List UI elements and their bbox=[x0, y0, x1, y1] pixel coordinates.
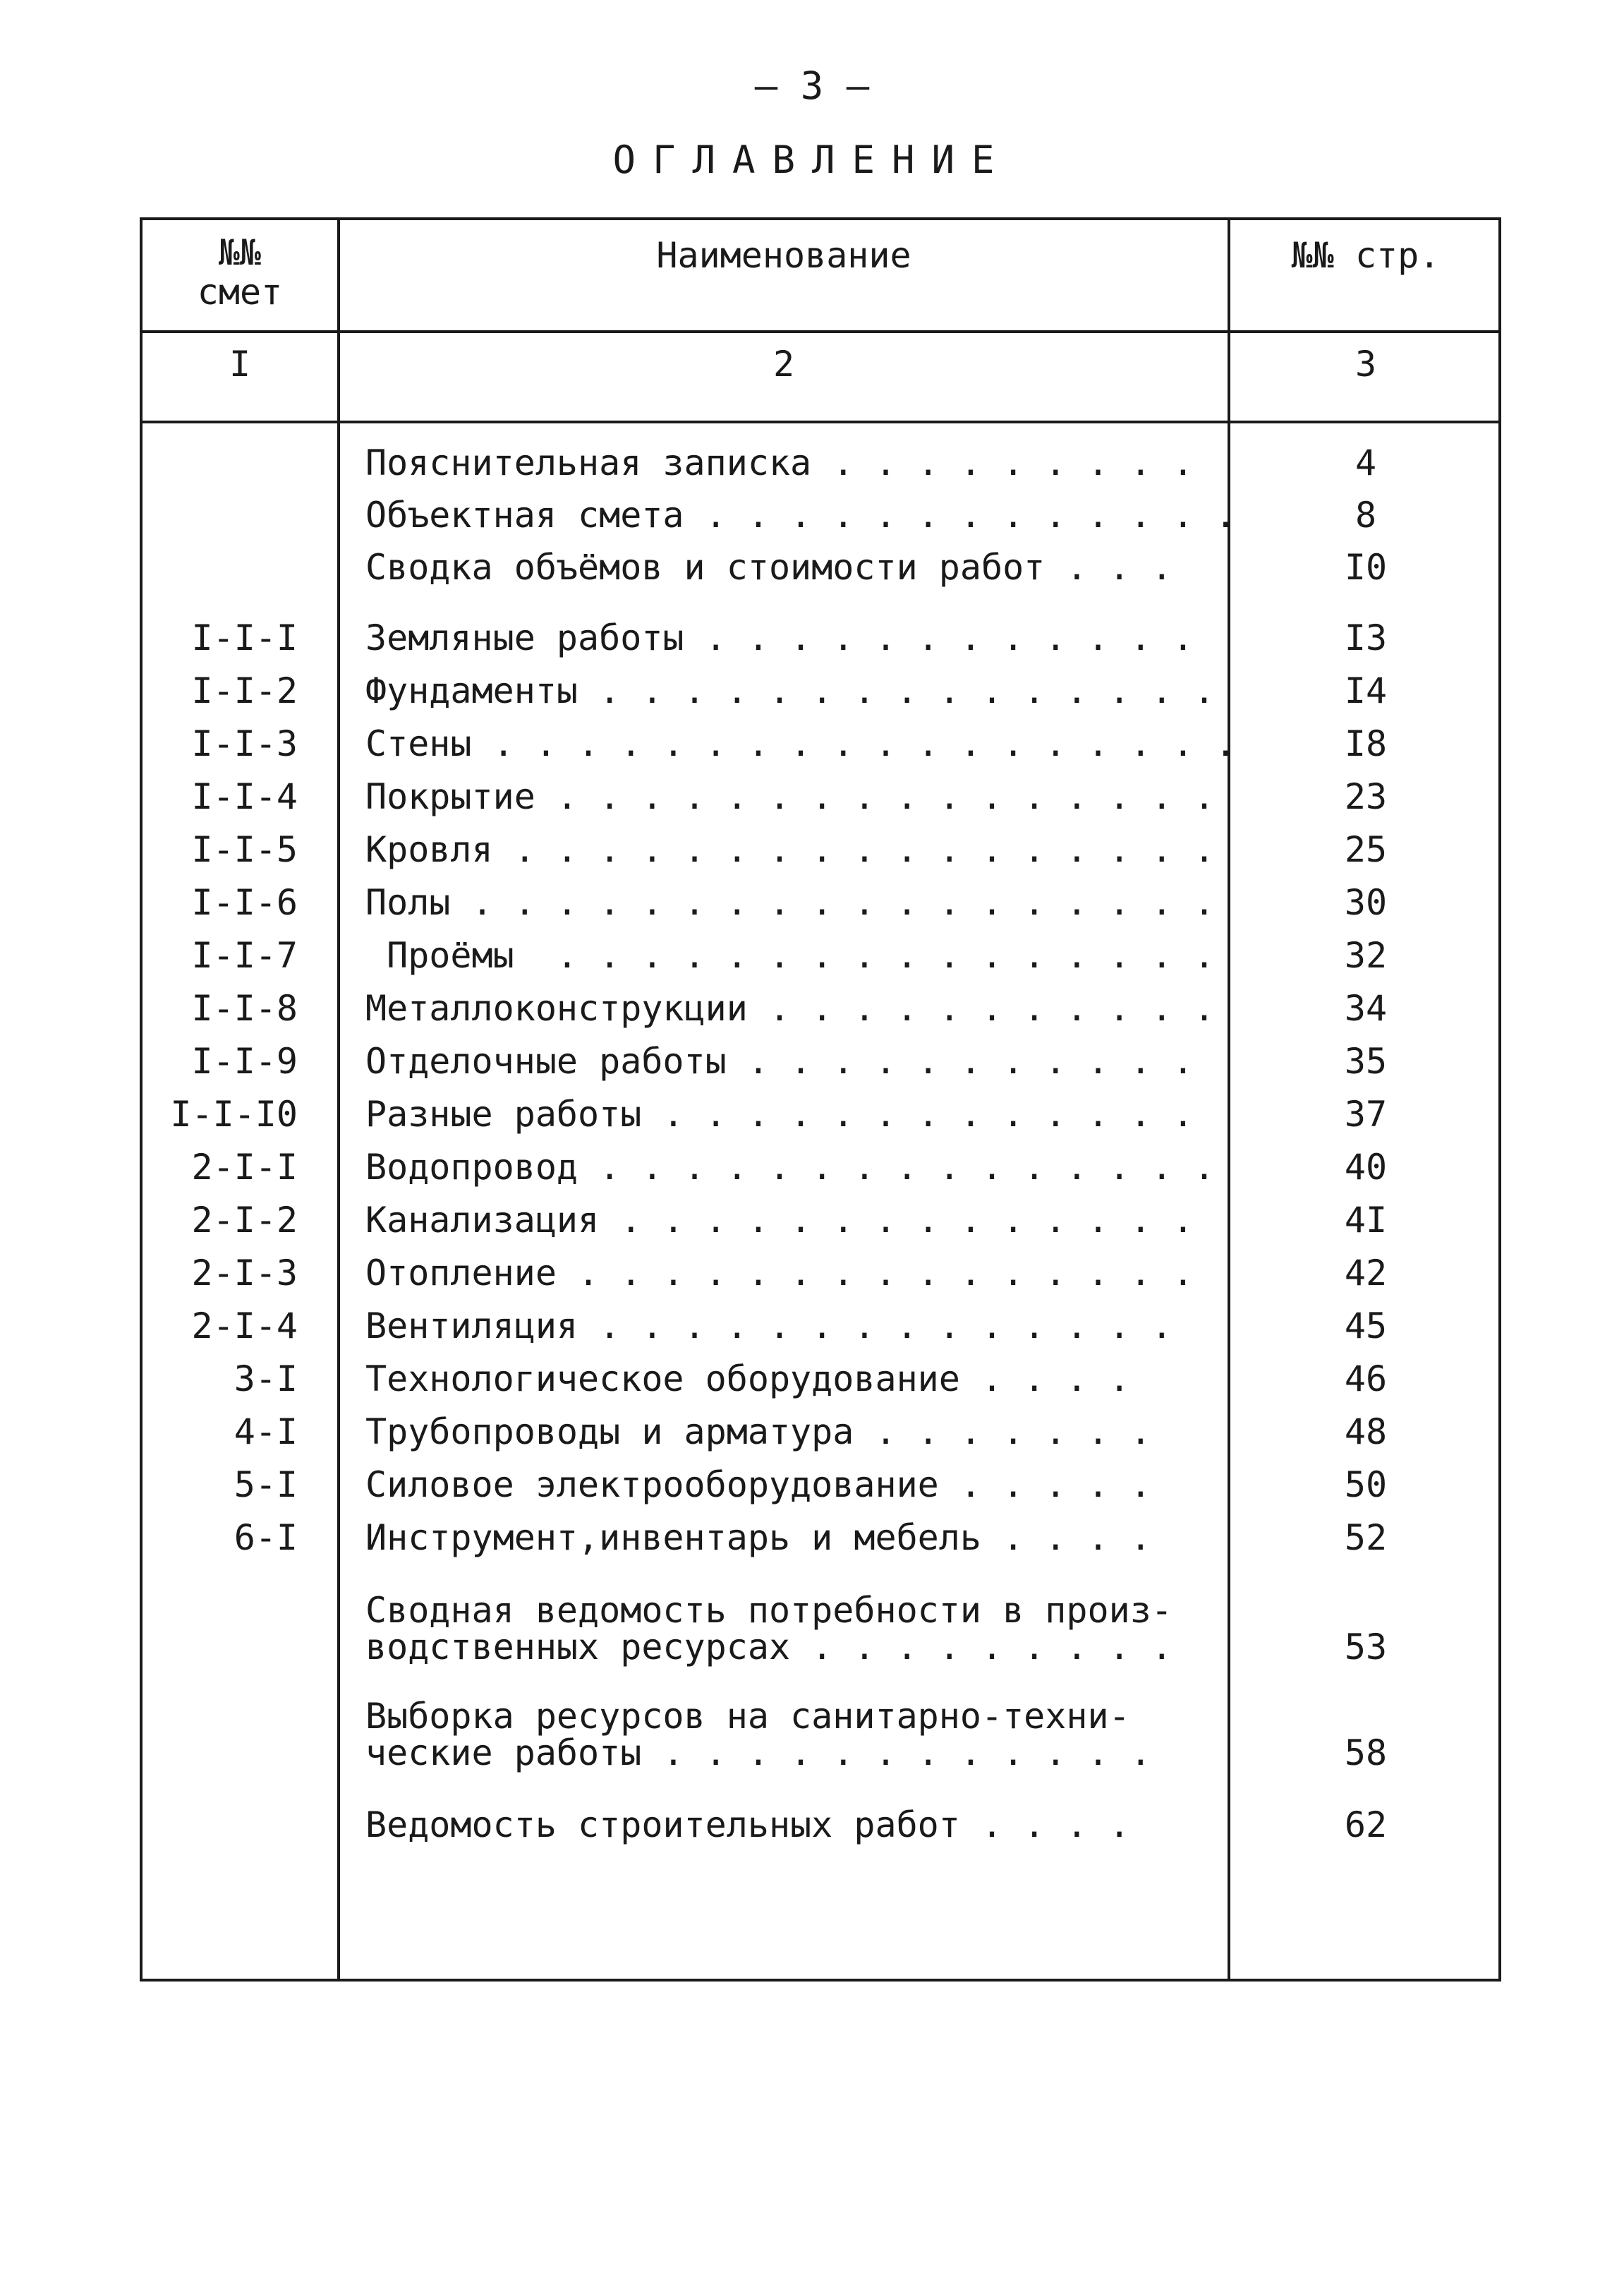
entry-page: I8 bbox=[1344, 723, 1388, 764]
entry-name: Водопровод . . . . . . . . . . . . . . . bbox=[365, 1147, 1216, 1188]
entry-name-line1: Выборка ресурсов на санитарно-техни- bbox=[365, 1696, 1130, 1737]
column-divider bbox=[337, 220, 340, 1979]
entry-page: I0 bbox=[1344, 547, 1388, 588]
entry-page: 23 bbox=[1344, 776, 1388, 817]
estimate-code: I-I-7 bbox=[191, 935, 298, 976]
estimate-code: 2-I-4 bbox=[191, 1305, 298, 1346]
entry-page: 50 bbox=[1344, 1464, 1388, 1505]
entry-name-line1: Сводная ведомость потребности в произ- bbox=[365, 1590, 1172, 1631]
entry-name: Объектная смета . . . . . . . . . . . . . bbox=[365, 495, 1237, 536]
row-divider bbox=[143, 330, 1498, 333]
toc-table bbox=[140, 217, 1501, 1982]
column-number-1: I bbox=[229, 344, 251, 385]
entry-page: 37 bbox=[1344, 1094, 1388, 1135]
entry-name: Отопление . . . . . . . . . . . . . . . bbox=[365, 1253, 1194, 1293]
header-estimate-number-line1: №№ bbox=[218, 232, 262, 273]
header-estimate-number-line2: смет bbox=[197, 272, 283, 313]
estimate-code: 5-I bbox=[234, 1464, 298, 1505]
estimate-code: 3-I bbox=[234, 1358, 298, 1399]
entry-page: 35 bbox=[1344, 1041, 1388, 1082]
entry-page: 48 bbox=[1344, 1411, 1388, 1452]
header-estimate-number bbox=[143, 233, 337, 312]
estimate-code: I-I-4 bbox=[191, 776, 298, 817]
entry-page: 46 bbox=[1344, 1358, 1388, 1399]
entry-page: 53 bbox=[1344, 1627, 1388, 1667]
entry-name: Вентиляция . . . . . . . . . . . . . . bbox=[365, 1305, 1172, 1346]
row-divider bbox=[143, 421, 1498, 423]
entry-page: 8 bbox=[1355, 495, 1377, 536]
entry-page: 30 bbox=[1344, 882, 1388, 923]
entry-name: Полы . . . . . . . . . . . . . . . . . . bbox=[365, 882, 1216, 923]
entry-page: 45 bbox=[1344, 1305, 1388, 1346]
entry-name: Земляные работы . . . . . . . . . . . . bbox=[365, 617, 1194, 658]
entry-name: Силовое электрооборудование . . . . . bbox=[365, 1464, 1151, 1505]
entry-name: Ведомость строительных работ . . . . bbox=[365, 1804, 1130, 1845]
estimate-code: I-I-3 bbox=[191, 723, 298, 764]
page-title: ОГЛАВЛЕНИЕ bbox=[612, 138, 1012, 182]
entry-name: Технологическое оборудование . . . . bbox=[365, 1358, 1130, 1399]
estimate-code: 4-I bbox=[234, 1411, 298, 1452]
entry-page: 4I bbox=[1344, 1200, 1388, 1241]
estimate-code: 2-I-3 bbox=[191, 1253, 298, 1293]
column-number-3: 3 bbox=[1355, 344, 1377, 385]
entry-name-line2: водственных ресурсах . . . . . . . . . bbox=[365, 1627, 1172, 1667]
estimate-code: I-I-2 bbox=[191, 670, 298, 711]
entry-name: Стены . . . . . . . . . . . . . . . . . . bbox=[365, 723, 1237, 764]
entry-page: 52 bbox=[1344, 1517, 1388, 1558]
entry-page: I4 bbox=[1344, 670, 1388, 711]
entry-page: I3 bbox=[1344, 617, 1388, 658]
entry-page: 25 bbox=[1344, 829, 1388, 870]
estimate-code: I-I-I bbox=[191, 617, 298, 658]
entry-page: 58 bbox=[1344, 1732, 1388, 1773]
column-number-2: 2 bbox=[772, 344, 795, 385]
entry-name: Сводка объёмов и стоимости работ . . . bbox=[365, 547, 1172, 588]
entry-name: Пояснительная записка . . . . . . . . . bbox=[365, 442, 1194, 483]
estimate-code: I-I-6 bbox=[191, 882, 298, 923]
entry-page: 34 bbox=[1344, 988, 1388, 1029]
entry-page: 4 bbox=[1355, 442, 1377, 483]
entry-name: Трубопроводы и арматура . . . . . . . bbox=[365, 1411, 1151, 1452]
entry-name: Металлоконструкции . . . . . . . . . . . bbox=[365, 988, 1216, 1029]
header-name: Наименование bbox=[656, 235, 911, 276]
estimate-code: 6-I bbox=[234, 1517, 298, 1558]
estimate-code: I-I-8 bbox=[191, 988, 298, 1029]
estimate-code: I-I-I0 bbox=[170, 1094, 298, 1135]
page-number: – 3 – bbox=[754, 64, 870, 108]
estimate-code: I-I-5 bbox=[191, 829, 298, 870]
entry-name: Отделочные работы . . . . . . . . . . . bbox=[365, 1041, 1194, 1082]
entry-page: 42 bbox=[1344, 1253, 1388, 1293]
estimate-code: 2-I-2 bbox=[191, 1200, 298, 1241]
entry-name: Фундаменты . . . . . . . . . . . . . . . bbox=[365, 670, 1216, 711]
entry-name: Разные работы . . . . . . . . . . . . . bbox=[365, 1094, 1194, 1135]
entry-name-line2: ческие работы . . . . . . . . . . . . bbox=[365, 1732, 1151, 1773]
header-page-number: №№ стр. bbox=[1291, 235, 1441, 276]
estimate-code: I-I-9 bbox=[191, 1041, 298, 1082]
entry-page: 62 bbox=[1344, 1804, 1388, 1845]
entry-page: 40 bbox=[1344, 1147, 1388, 1188]
entry-name: Кровля . . . . . . . . . . . . . . . . . bbox=[365, 829, 1216, 870]
entry-name: Покрытие . . . . . . . . . . . . . . . . bbox=[365, 776, 1216, 817]
entry-name: Проёмы . . . . . . . . . . . . . . . . bbox=[365, 935, 1216, 976]
estimate-code: 2-I-I bbox=[191, 1147, 298, 1188]
entry-name: Инструмент,инвентарь и мебель . . . . bbox=[365, 1517, 1151, 1558]
entry-page: 32 bbox=[1344, 935, 1388, 976]
entry-name: Канализация . . . . . . . . . . . . . . bbox=[365, 1200, 1194, 1241]
